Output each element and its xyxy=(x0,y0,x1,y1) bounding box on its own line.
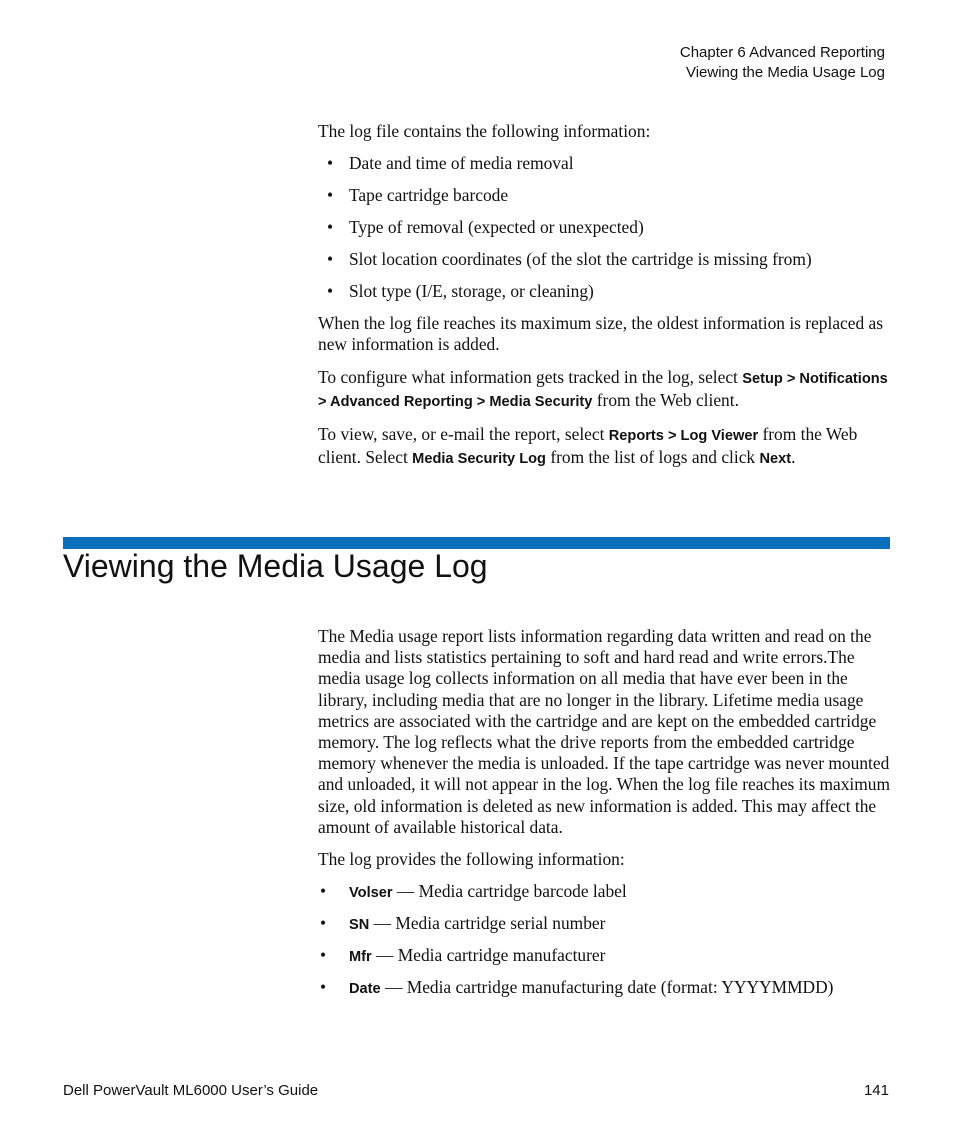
list-item: • Slot type (I/E, storage, or cleaning) xyxy=(327,281,594,302)
bullet: • xyxy=(320,881,327,902)
bullet: • xyxy=(327,217,334,238)
list-item: • SN — Media cartridge serial number xyxy=(320,913,606,934)
security-info-list xyxy=(318,153,893,302)
header-chapter: Chapter 6 Advanced Reporting xyxy=(679,44,885,61)
view-menu-path: Reports > Log Viewer xyxy=(608,428,759,445)
bullet: • xyxy=(327,185,334,206)
running-header xyxy=(680,43,885,83)
term: Volser xyxy=(349,885,393,902)
list-item: • Type of removal (expected or unexpected) xyxy=(327,217,644,238)
section-heading: Viewing the Media Usage Log xyxy=(63,548,488,584)
page-number: 141 xyxy=(863,1082,889,1099)
usage-intro: The log provides the following information: xyxy=(318,849,625,870)
list-item: • Mfr — Media cartridge manufacturer xyxy=(320,945,606,966)
max-size-paragraph: When the log file reaches its maximum size, the oldest information is replaced as new information is added. xyxy=(318,313,884,355)
bullet: • xyxy=(327,281,334,302)
header-section: Viewing the Media Usage Log xyxy=(685,64,885,81)
usage-info-list xyxy=(318,881,893,1009)
usage-paragraph: The Media usage report lists information regarding data written and read on the media and lists statistics pertaining to soft and hard read and write errors.The media usage log collects information on all media that have ever been in the library, including media that are no longer in the library. Lifetime media usage metrics are associated with the cartridge and are kept on the embedded cartridge memory. The log reflects what the drive reports from the embedded cartridge memory whenever the media is unloaded. If the tape cartridge was never mounted and unloaded, it will not appear in the log. When the log file reaches its maximum size, old information is deleted as new information is added. This may affect the amount of available historical data. xyxy=(318,626,890,837)
bullet: • xyxy=(320,945,327,966)
list-item: • Date — Media cartridge manufacturing date (format: YYYYMMDD) xyxy=(320,977,834,998)
list-item: • Volser — Media cartridge barcode label xyxy=(320,881,627,902)
bullet: • xyxy=(320,977,327,998)
configure-paragraph: To configure what information gets tracked in the log, select Setup > Notifications > Advanced Reporting > Media Security from the Web client. xyxy=(318,366,888,410)
bullet: • xyxy=(327,249,334,270)
list-item: • Tape cartridge barcode xyxy=(327,185,509,206)
config-menu-path: Setup > Notifications > Advanced Reporting > Media Security xyxy=(318,370,888,410)
term: SN xyxy=(349,917,370,934)
list-item: • Slot location coordinates (of the slot the cartridge is missing from) xyxy=(327,249,812,270)
view-paragraph: To view, save, or e-mail the report, select Reports > Log Viewer from the Web client. Select Media Security Log from the list of logs and click Next. xyxy=(318,424,858,468)
bullet: • xyxy=(327,153,334,174)
next-label: Next xyxy=(759,451,792,468)
bullet: • xyxy=(320,913,327,934)
term: Date xyxy=(349,981,381,998)
media-usage-content xyxy=(318,626,893,1009)
footer-title: Dell PowerVault ML6000 User’s Guide xyxy=(63,1082,319,1099)
term: Mfr xyxy=(349,949,372,966)
media-security-content xyxy=(318,121,893,470)
list-item: • Date and time of media removal xyxy=(327,153,574,174)
media-security-log-label: Media Security Log xyxy=(412,451,546,468)
log-intro: The log file contains the following information: xyxy=(318,121,651,141)
